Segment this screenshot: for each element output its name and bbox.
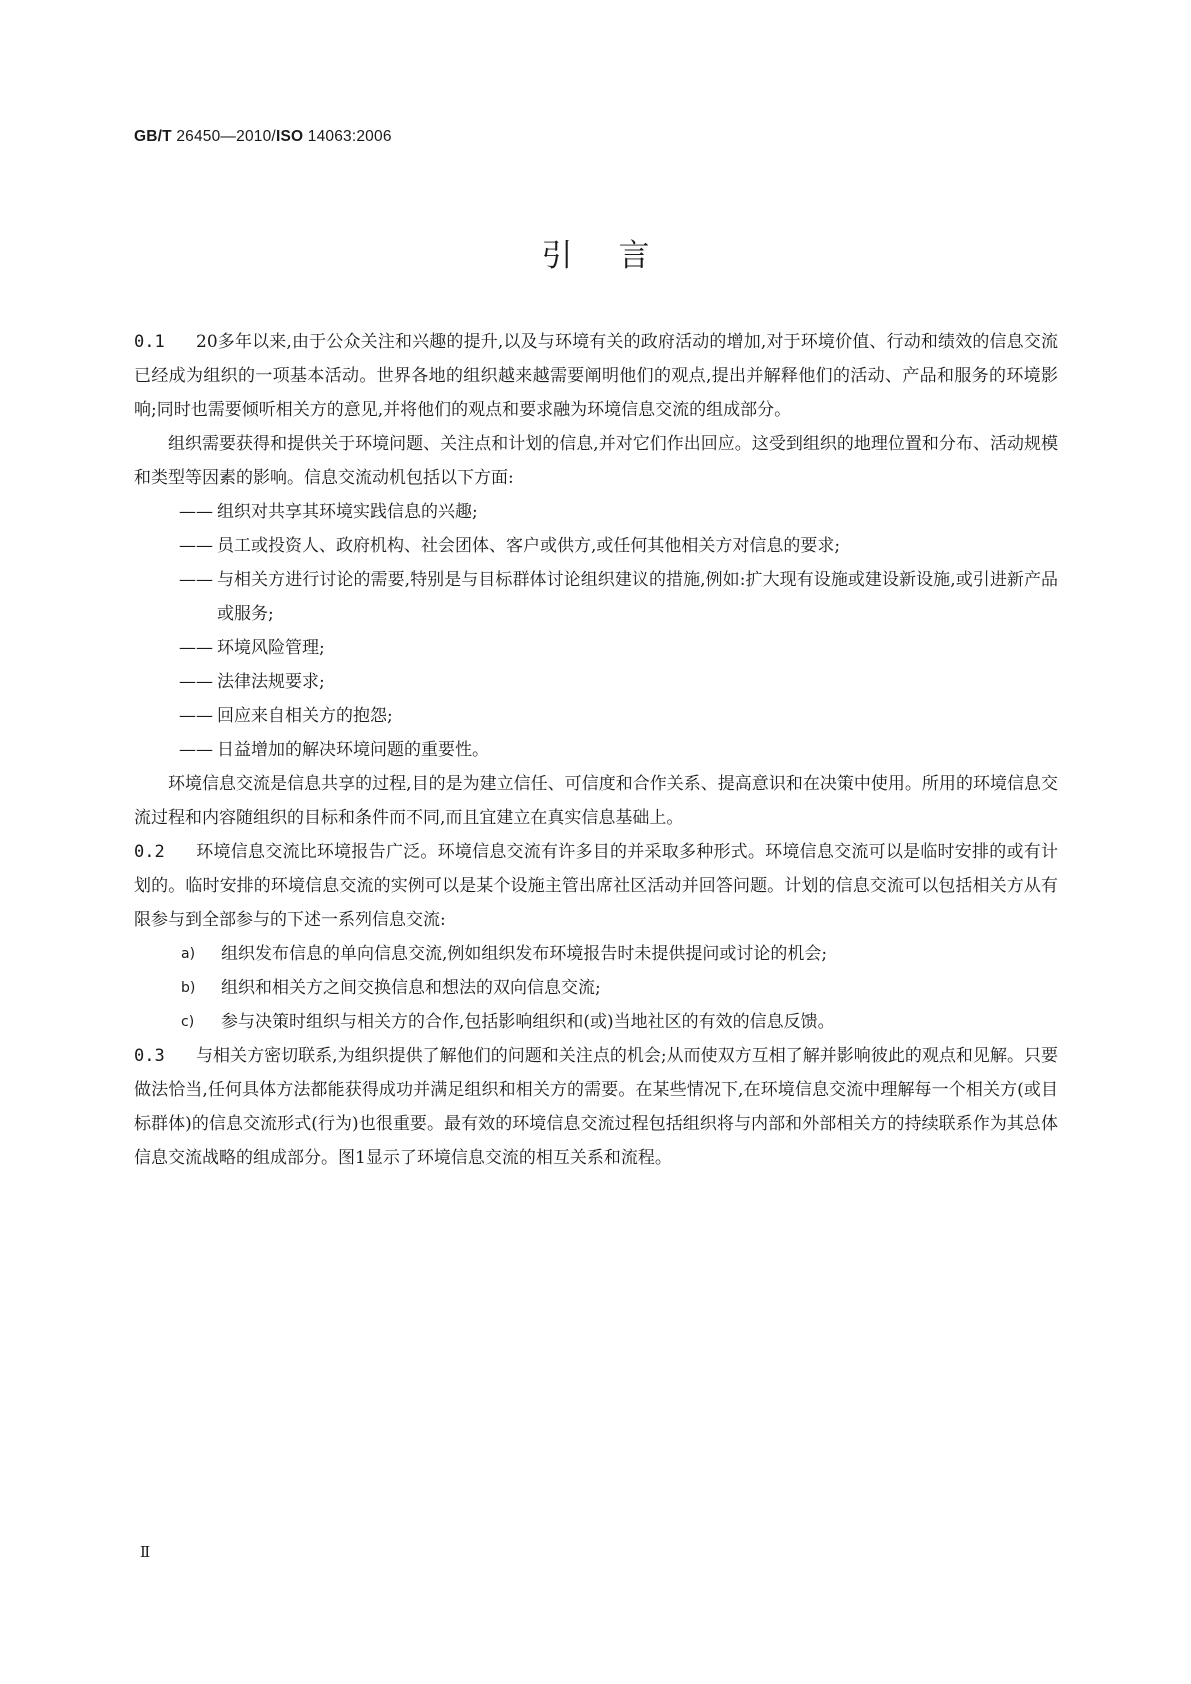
section-0-1-paragraph-3: 环境信息交流是信息共享的过程,目的是为建立信任、可信度和合作关系、提高意识和在决策中使用。所用的环境信息交流过程和内容随组织的目标和条件而不同,而且宜建立在真实信息基础上。 <box>134 774 1058 828</box>
list-item <box>134 563 1058 631</box>
list-item <box>134 937 1058 971</box>
document-body <box>134 325 1058 1175</box>
paragraph-text: 环境信息交流比环境报告广泛。环境信息交流有许多目的并采取多种形式。环境信息交流可以是临时安排的或有计划的。临时安排的环境信息交流的实例可以是某个设施主管出席社区活动并回答问题。计划的信息交流可以包括相关方从有限参与到全部参与的下述一系列信息交流: <box>134 842 1058 930</box>
dash-mark: —— <box>179 536 213 556</box>
section-0-2-paragraph-1 <box>134 835 1058 937</box>
dash-mark: —— <box>179 638 213 658</box>
standard-number-gb: 26450—2010/ <box>171 128 276 145</box>
section-number: 0.1 <box>134 332 165 352</box>
list-item-text: 组织对共享其环境实践信息的兴趣; <box>217 502 478 522</box>
standard-number-iso: 14063:2006 <box>303 128 392 145</box>
list-item-text: 环境风险管理; <box>217 638 325 658</box>
standard-prefix-iso: ISO <box>275 128 304 145</box>
list-item-text: 与相关方进行讨论的需要,特别是与目标群体讨论组织建议的措施,例如:扩大现有设施或建设新设施,或引进新产品或服务; <box>217 570 1058 624</box>
section-0-1-paragraph-2: 组织需要获得和提供关于环境问题、关注点和计划的信息,并对它们作出回应。这受到组织的地理位置和分布、活动规模和类型等因素的影响。信息交流动机包括以下方面: <box>134 434 1058 488</box>
page-number: Ⅱ <box>140 1545 151 1561</box>
page-title: 引言 <box>541 238 696 274</box>
list-item-text: 日益增加的解决环境问题的重要性。 <box>217 740 489 760</box>
list-item-text: 法律法规要求; <box>217 672 325 692</box>
standard-code-header <box>134 128 392 146</box>
list-item-text: 员工或投资人、政府机构、社会团体、客户或供方,或任何其他相关方对信息的要求; <box>217 536 841 556</box>
paragraph-text: 20多年以来,由于公众关注和兴趣的提升,以及与环境有关的政府活动的增加,对于环境价值、行动和绩效的信息交流已经成为组织的一项基本活动。世界各地的组织越来越需要阐明他们的观点,提出并解释他们的活动、产品和服务的环境影响;同时也需要倾听相关方的意见,并将他们的观点和要求融为环境信息交流的组成部分。 <box>134 332 1058 420</box>
section-number: 0.2 <box>134 842 165 862</box>
list-item <box>134 971 1058 1005</box>
dash-mark: —— <box>179 502 213 522</box>
dash-mark: —— <box>179 706 213 726</box>
section-0-1-paragraph-1 <box>134 325 1058 427</box>
list-item <box>134 529 1058 563</box>
list-item-text: 组织和相关方之间交换信息和想法的双向信息交流; <box>221 978 601 998</box>
list-item-text: 回应来自相关方的抱怨; <box>217 706 393 726</box>
standard-prefix-gbt: GB/T <box>134 128 172 145</box>
item-letter: c) <box>181 1014 195 1030</box>
section-0-3-paragraph-1 <box>134 1039 1058 1175</box>
list-item <box>134 631 1058 665</box>
list-item <box>134 733 1058 767</box>
dash-mark: —— <box>179 672 213 692</box>
item-letter: a) <box>181 946 196 962</box>
section-number: 0.3 <box>134 1046 165 1066</box>
list-item-text: 参与决策时组织与相关方的合作,包括影响组织和(或)当地社区的有效的信息反馈。 <box>221 1012 835 1032</box>
list-item <box>134 699 1058 733</box>
dash-mark: —— <box>179 740 213 760</box>
list-item <box>134 1005 1058 1039</box>
paragraph-text: 与相关方密切联系,为组织提供了解他们的问题和关注点的机会;从而使双方互相了解并影响彼此的观点和见解。只要做法恰当,任何具体方法都能获得成功并满足组织和相关方的需要。在某些情况下,在环境信息交流中理解每一个相关方(或目标群体)的信息交流形式(行为)也很重要。最有效的环境信息交流过程包括组织将与内部和外部相关方的持续联系作为其总体信息交流战略的组成部分。图1显示了环境信息交流的相互关系和流程。 <box>134 1046 1058 1168</box>
list-item <box>134 495 1058 529</box>
list-item <box>134 665 1058 699</box>
dash-mark: —— <box>179 570 213 590</box>
list-item-text: 组织发布信息的单向信息交流,例如组织发布环境报告时未提供提问或讨论的机会; <box>221 944 828 964</box>
item-letter: b) <box>181 980 196 996</box>
